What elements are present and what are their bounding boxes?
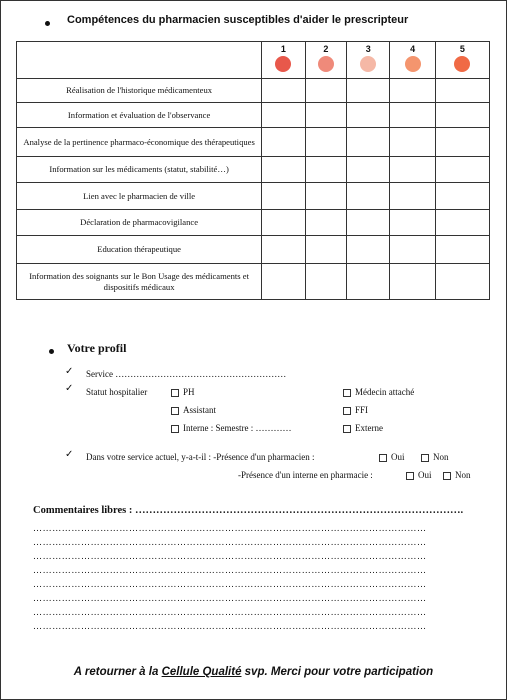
rating-cell[interactable]	[262, 183, 305, 210]
row-label: Education thérapeutique	[17, 236, 262, 264]
footer-cellule-qualite: Cellule Qualité	[161, 666, 242, 678]
row-label: Information des soignants sur le Bon Usage des médicaments et dispositifs médicaux	[17, 264, 262, 300]
comment-line[interactable]: ……………………………………………………………………………………………………………	[33, 551, 427, 561]
comment-line[interactable]: ……………………………………………………………………………………………………………	[33, 565, 427, 575]
checkbox[interactable]	[421, 454, 429, 462]
comments-label[interactable]: Commentaires libres : ………………………………………………………………………………….	[33, 505, 464, 516]
table-row	[17, 183, 490, 210]
footer-note	[0, 666, 507, 678]
table-row	[17, 264, 490, 300]
scale-cell-3	[347, 42, 390, 79]
bullet-dot	[49, 349, 54, 354]
row-label: Information sur les médicaments (statut, stabilité…)	[17, 157, 262, 183]
option-interne[interactable]	[171, 423, 291, 433]
comment-line[interactable]: ……………………………………………………………………………………………………………	[33, 537, 427, 547]
comment-line[interactable]: ……………………………………………………………………………………………………………	[33, 579, 427, 589]
rating-cell[interactable]	[390, 157, 435, 183]
rating-cell[interactable]	[347, 103, 390, 128]
rating-cell[interactable]	[305, 79, 346, 103]
rating-cell[interactable]	[435, 210, 489, 236]
option-medecin-attache[interactable]	[343, 387, 414, 397]
rating-cell[interactable]	[435, 79, 489, 103]
option-label: Médecin attaché	[355, 387, 415, 397]
option-ffi[interactable]	[343, 405, 368, 415]
option-label: Assistant	[183, 405, 217, 415]
row-label: Analyse de la pertinence pharmaco-économique des thérapeutiques	[17, 128, 262, 157]
rating-cell[interactable]	[390, 210, 435, 236]
rating-cell[interactable]	[435, 236, 489, 264]
rating-cell[interactable]	[305, 128, 346, 157]
rating-cell[interactable]	[435, 264, 489, 300]
comment-line[interactable]: ……………………………………………………………………………………………………………	[33, 593, 427, 603]
rating-cell[interactable]	[390, 236, 435, 264]
rating-cell[interactable]	[262, 236, 305, 264]
footer-suffix: svp. Merci pour votre participation	[241, 666, 434, 678]
table-row	[17, 157, 490, 183]
row-label: Réalisation de l'historique médicamenteux	[17, 79, 262, 103]
table-row	[17, 103, 490, 128]
rating-cell[interactable]	[262, 79, 305, 103]
checkbox[interactable]	[171, 389, 179, 397]
rating-cell[interactable]	[390, 264, 435, 300]
rating-cell[interactable]	[347, 236, 390, 264]
table-row	[17, 128, 490, 157]
checkmark-icon: ✓	[65, 449, 74, 460]
rating-cell[interactable]	[262, 128, 305, 157]
rating-cell[interactable]	[390, 128, 435, 157]
row-label: Lien avec le pharmacien de ville	[17, 183, 262, 210]
very-happy-face-icon	[454, 56, 470, 72]
scale-number: 2	[323, 44, 329, 54]
option-label: Interne : Semestre : …………	[183, 423, 292, 433]
scale-cell-5	[435, 42, 489, 79]
interne-non[interactable]	[443, 470, 471, 480]
rating-cell[interactable]	[262, 264, 305, 300]
comment-line[interactable]: ……………………………………………………………………………………………………………	[33, 607, 427, 617]
rating-cell[interactable]	[390, 79, 435, 103]
comment-line[interactable]: ……………………………………………………………………………………………………………	[33, 523, 427, 533]
table-row	[17, 79, 490, 103]
rating-cell[interactable]	[305, 157, 346, 183]
rating-cell[interactable]	[435, 183, 489, 210]
section2-title: Votre profil	[67, 341, 127, 355]
interne-question: -Présence d'un interne en pharmacie :	[238, 470, 373, 480]
option-label: Externe	[355, 423, 383, 433]
rating-cell[interactable]	[435, 157, 489, 183]
rating-cell[interactable]	[305, 264, 346, 300]
scale-number: 3	[365, 44, 371, 54]
footer-prefix: A retourner à la	[73, 666, 162, 678]
row-label: Information et évaluation de l'observance	[17, 103, 262, 128]
pharmacien-non[interactable]	[421, 452, 449, 462]
checkbox[interactable]	[379, 454, 387, 462]
pharmacien-oui[interactable]	[379, 452, 405, 462]
table-row	[17, 210, 490, 236]
option-label: FFI	[355, 405, 369, 415]
rating-cell[interactable]	[347, 128, 390, 157]
option-label: PH	[183, 387, 195, 397]
unhappy-face-icon	[318, 56, 334, 72]
row-label: Déclaration de pharmacovigilance	[17, 210, 262, 236]
scale-cell-4	[390, 42, 435, 79]
scale-number: 5	[459, 44, 465, 54]
rating-cell[interactable]	[262, 210, 305, 236]
pharmacien-question: Dans votre service actuel, y-a-t-il : -Présence d'un pharmacien :	[86, 452, 315, 462]
statut-label: Statut hospitalier	[86, 387, 148, 397]
rating-cell[interactable]	[262, 157, 305, 183]
rating-cell[interactable]	[435, 128, 489, 157]
scale-cell-1	[262, 42, 305, 79]
option-externe[interactable]	[343, 423, 383, 433]
very-unhappy-face-icon	[275, 56, 291, 72]
checkbox[interactable]	[406, 472, 414, 480]
option-label: Non	[455, 470, 471, 480]
checkbox[interactable]	[343, 425, 351, 433]
checkbox[interactable]	[443, 472, 451, 480]
rating-cell[interactable]	[347, 79, 390, 103]
scale-cell-2	[305, 42, 346, 79]
checkbox[interactable]	[343, 407, 351, 415]
table-header-row	[17, 42, 490, 79]
service-field[interactable]: Service …………………………………………………	[86, 369, 287, 379]
option-label: Oui	[418, 470, 432, 480]
checkmark-icon: ✓	[65, 383, 74, 394]
rating-cell[interactable]	[347, 157, 390, 183]
competences-table	[16, 41, 490, 300]
option-ph[interactable]	[171, 387, 195, 397]
rating-cell[interactable]	[390, 103, 435, 128]
rating-cell[interactable]	[305, 236, 346, 264]
section1-title: Compétences du pharmacien susceptibles d'aider le prescripteur	[67, 14, 409, 26]
table-row	[17, 236, 490, 264]
comment-line[interactable]: ……………………………………………………………………………………………………………	[33, 621, 427, 631]
rating-cell[interactable]	[262, 103, 305, 128]
scale-number: 4	[410, 44, 416, 54]
checkmark-icon: ✓	[65, 366, 74, 377]
interne-oui[interactable]	[406, 470, 432, 480]
rating-cell[interactable]	[435, 103, 489, 128]
option-label: Oui	[391, 452, 405, 462]
bullet-dot	[45, 21, 50, 26]
rating-cell[interactable]	[347, 264, 390, 300]
option-assistant[interactable]	[171, 405, 216, 415]
rating-cell[interactable]	[347, 210, 390, 236]
rating-cell[interactable]	[305, 183, 346, 210]
rating-cell[interactable]	[305, 103, 346, 128]
rating-cell[interactable]	[347, 183, 390, 210]
option-label: Non	[433, 452, 449, 462]
checkbox[interactable]	[343, 389, 351, 397]
header-empty-cell	[17, 42, 262, 79]
scale-number: 1	[280, 44, 286, 54]
checkbox[interactable]	[171, 407, 179, 415]
rating-cell[interactable]	[305, 210, 346, 236]
rating-cell[interactable]	[390, 183, 435, 210]
happy-face-icon	[405, 56, 421, 72]
checkbox[interactable]	[171, 425, 179, 433]
neutral-face-icon	[360, 56, 376, 72]
